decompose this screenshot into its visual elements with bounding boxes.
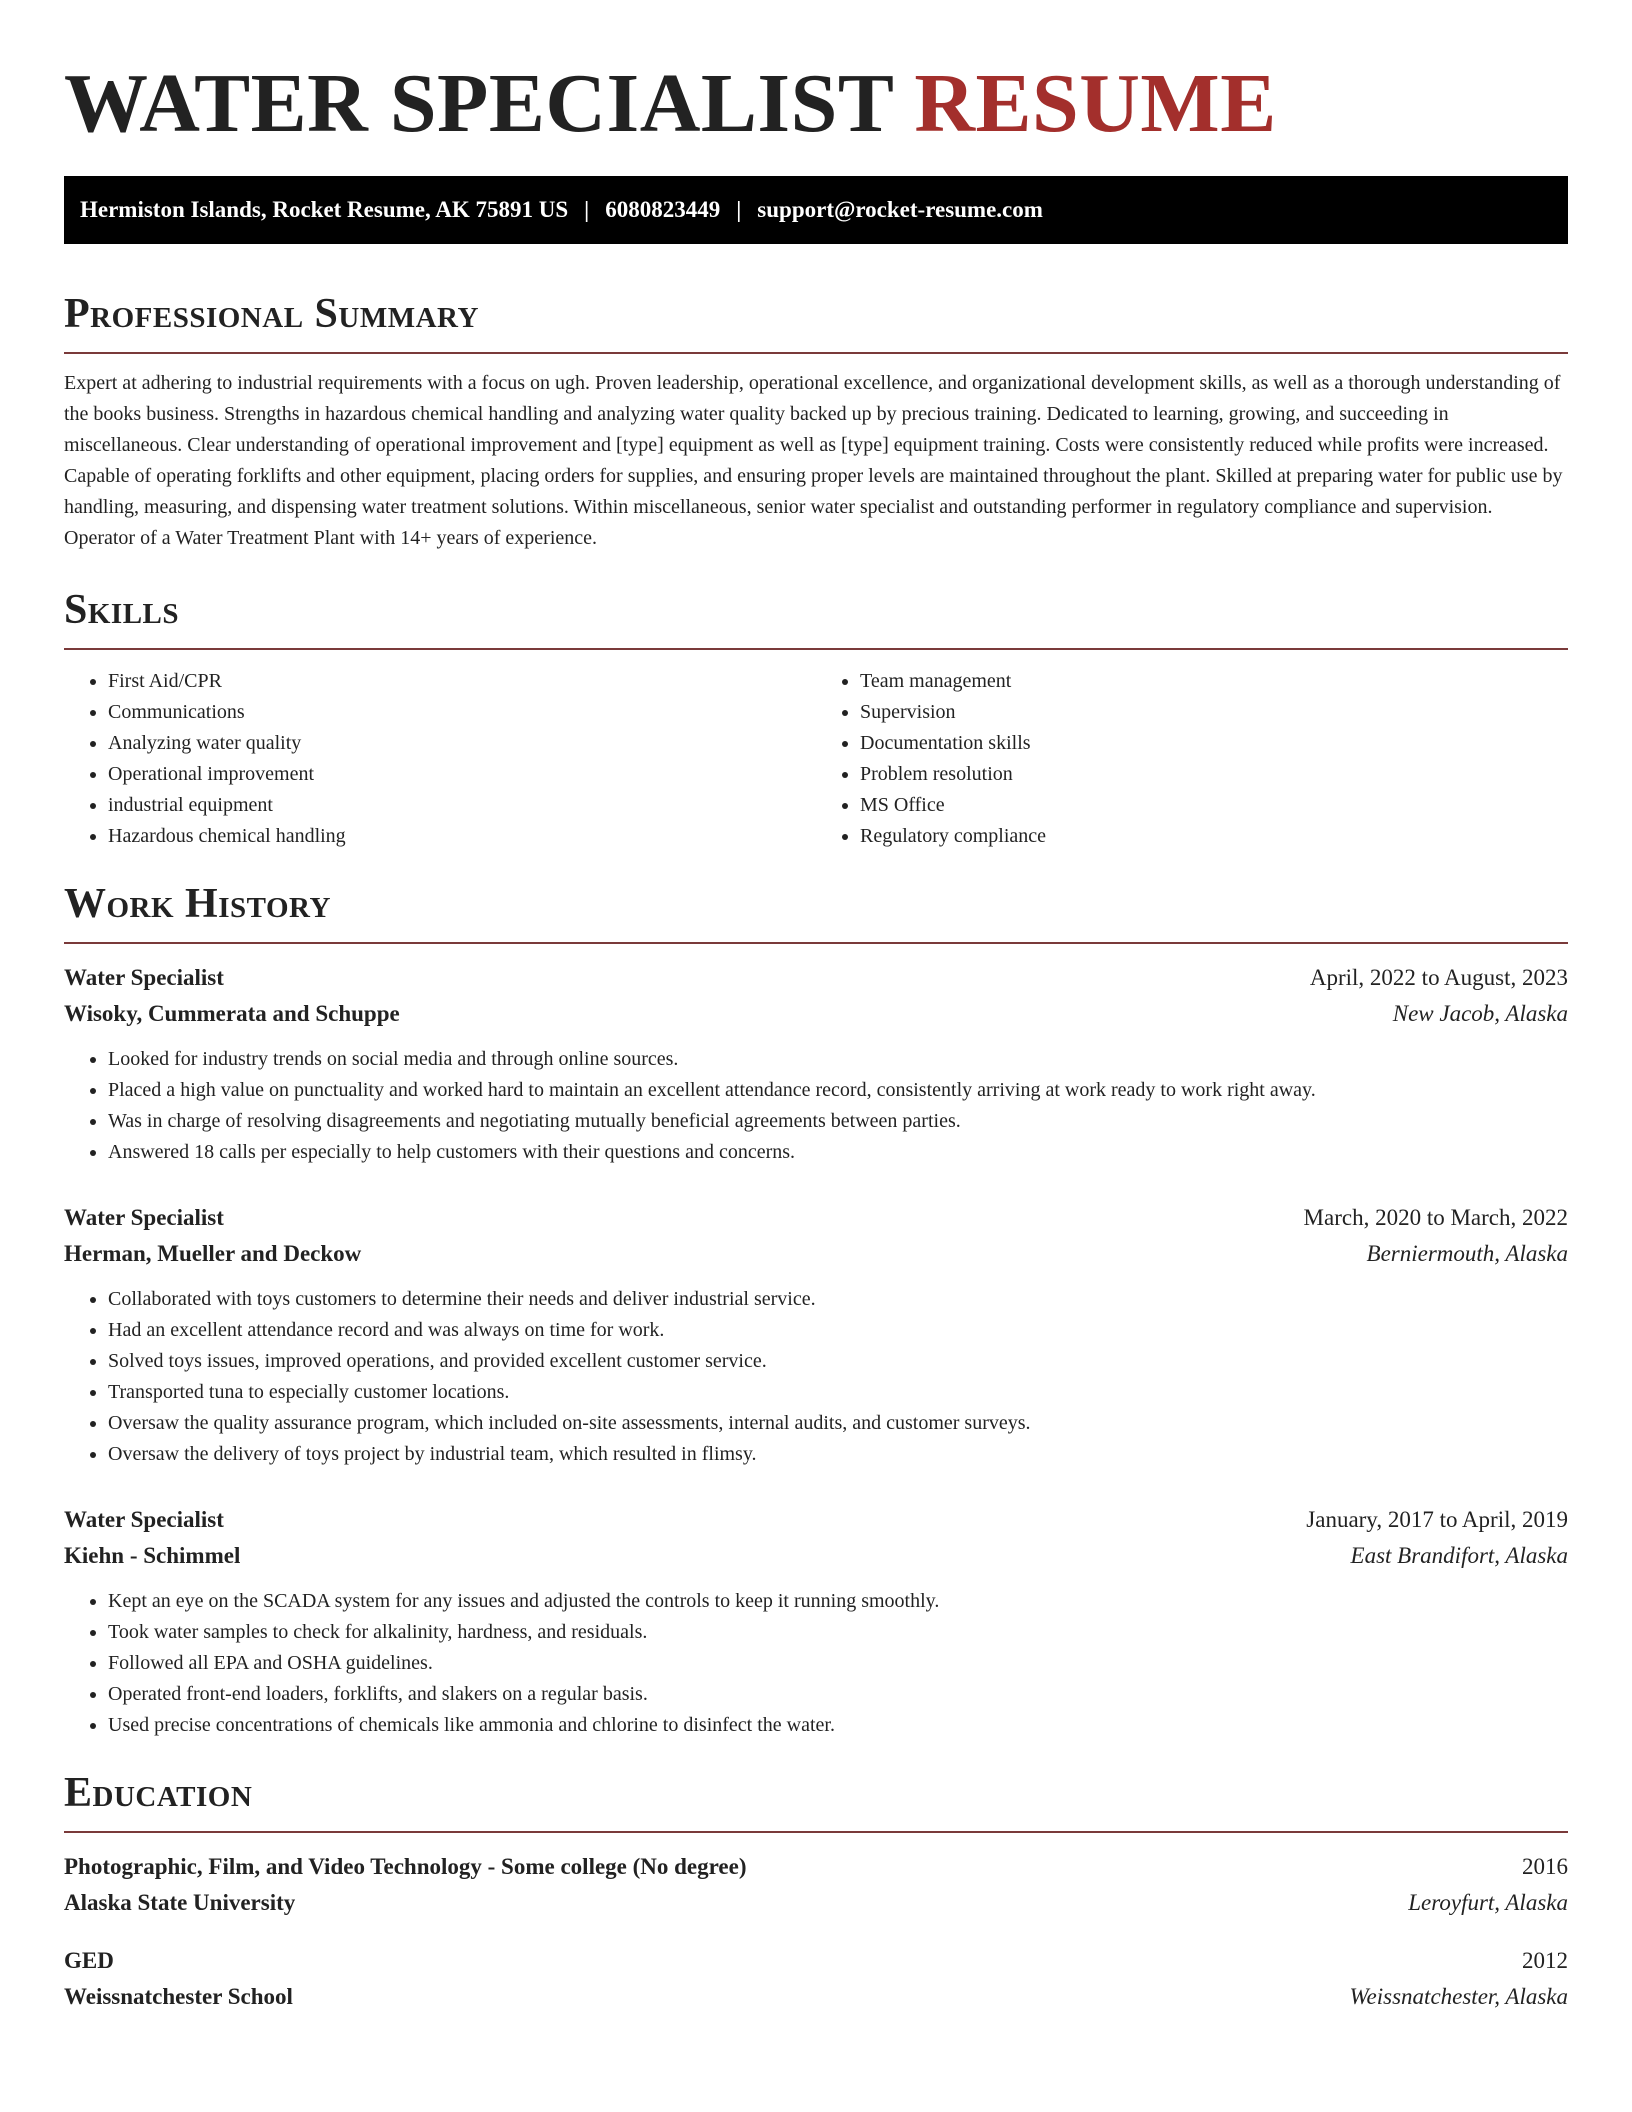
contact-phone: 6080823449 (605, 197, 721, 222)
skill-item: • Team management (860, 666, 1568, 697)
job-bullets (64, 1044, 1568, 1168)
job-company: Herman, Mueller and Deckow (64, 1241, 362, 1266)
education-school: Weissnatchester School (64, 1984, 293, 2009)
job-bullet: • Operated front-end loaders, forklifts, and slakers on a regular basis. (108, 1679, 1568, 1710)
job-bullet: • Transported tuna to especially customer locations. (108, 1377, 1568, 1408)
job-entry (64, 1502, 1568, 1741)
job-location: East Brandifort, Alaska (1350, 1543, 1568, 1568)
summary-section (64, 288, 1568, 554)
job-bullet: • Used precise concentrations of chemicals like ammonia and chlorine to disinfect the water. (108, 1710, 1568, 1741)
section-divider (64, 1831, 1568, 1833)
job-company: Kiehn - Schimmel (64, 1543, 241, 1568)
education-location: Weissnatchester, Alaska (1349, 1984, 1568, 2009)
contact-separator: | (584, 197, 590, 222)
skill-item: • MS Office (860, 790, 1568, 821)
job-title: Water Specialist (64, 1507, 224, 1532)
job-header-row (64, 1502, 1568, 1538)
job-bullet: • Oversaw the delivery of toys project by industrial team, which resulted in flimsy. (108, 1439, 1568, 1470)
education-heading: Education (64, 1770, 253, 1816)
job-entry (64, 1200, 1568, 1470)
job-entry (64, 960, 1568, 1168)
job-title: Water Specialist (64, 1205, 224, 1230)
skill-item: • Supervision (860, 697, 1568, 728)
skill-item: • Operational improvement (108, 759, 816, 790)
job-bullet: • Answered 18 calls per especially to help customers with their questions and concerns. (108, 1137, 1568, 1168)
section-divider (64, 942, 1568, 944)
job-dates: March, 2020 to March, 2022 (1303, 1205, 1568, 1230)
job-location: Berniermouth, Alaska (1366, 1241, 1568, 1266)
job-company-row (64, 1538, 1568, 1574)
skill-item: • Analyzing water quality (108, 728, 816, 759)
skill-item: • Hazardous chemical handling (108, 821, 816, 852)
skill-item: • Regulatory compliance (860, 821, 1568, 852)
job-bullet: • Had an excellent attendance record and was always on time for work. (108, 1315, 1568, 1346)
job-bullet: • Followed all EPA and OSHA guidelines. (108, 1648, 1568, 1679)
contact-address: Hermiston Islands, Rocket Resume, AK 75891 US (80, 197, 569, 222)
job-title: Water Specialist (64, 965, 224, 990)
contact-email: support@rocket-resume.com (757, 197, 1043, 222)
skill-item: • Documentation skills (860, 728, 1568, 759)
job-header-row (64, 1200, 1568, 1236)
job-company-row (64, 996, 1568, 1032)
summary-heading: Professional Summary (64, 291, 479, 337)
work-history-heading: Work History (64, 881, 331, 927)
section-divider (64, 648, 1568, 650)
education-school-row (64, 1979, 1568, 2015)
education-header-row (64, 1849, 1568, 1885)
education-degree: GED (64, 1948, 114, 1973)
job-dates: January, 2017 to April, 2019 (1306, 1507, 1568, 1532)
skills-column-left (64, 666, 816, 852)
job-bullet: • Kept an eye on the SCADA system for any issues and adjusted the controls to keep it running smoothly. (108, 1586, 1568, 1617)
job-bullet: • Oversaw the quality assurance program, which included on-site assessments, internal audits, and customer surveys. (108, 1408, 1568, 1439)
education-year: 2016 (1522, 1854, 1568, 1879)
title-accent: RESUME (914, 57, 1277, 150)
education-header-row (64, 1943, 1568, 1979)
education-section (64, 1767, 1568, 2015)
job-bullet: • Placed a high value on punctuality and worked hard to maintain an excellent attendance record, consistently arriving at work ready to work right away. (108, 1075, 1568, 1106)
skill-item: • industrial equipment (108, 790, 816, 821)
education-entry (64, 1849, 1568, 1921)
education-location: Leroyfurt, Alaska (1408, 1890, 1568, 1915)
skill-item: • Problem resolution (860, 759, 1568, 790)
job-bullet: • Was in charge of resolving disagreements and negotiating mutually beneficial agreements between parties. (108, 1106, 1568, 1137)
education-degree: Photographic, Film, and Video Technology - Some college (No degree) (64, 1854, 747, 1879)
skill-item: • Communications (108, 697, 816, 728)
job-bullets (64, 1284, 1568, 1470)
education-school: Alaska State University (64, 1890, 296, 1915)
education-year: 2012 (1522, 1948, 1568, 1973)
job-location: New Jacob, Alaska (1392, 1001, 1568, 1026)
job-bullet: • Solved toys issues, improved operations, and provided excellent customer service. (108, 1346, 1568, 1377)
skills-heading: Skills (64, 587, 180, 633)
skills-list (64, 666, 1568, 852)
education-school-row (64, 1885, 1568, 1921)
job-bullets (64, 1586, 1568, 1741)
job-company: Wisoky, Cummerata and Schuppe (64, 1001, 400, 1026)
job-company-row (64, 1236, 1568, 1272)
work-history-section (64, 878, 1568, 1741)
job-bullet: • Collaborated with toys customers to determine their needs and deliver industrial service. (108, 1284, 1568, 1315)
resume-title (64, 56, 1568, 152)
skills-column-right (816, 666, 1568, 852)
summary-text: Expert at adhering to industrial requirements with a focus on ugh. Proven leadership, operational excellence, and organizational development skills, as well as a thorough understanding of the books business. Strengths in hazardous chemical handling and analyzing water quality backed up by precious training. Dedicated to learning, growing, and succeeding in miscellaneous. Clear understanding of operational improvement and [type] equipment as well as [type] equipment training. Costs were consistently reduced while profits were increased. Capable of operating forklifts and other equipment, placing orders for supplies, and ensuring proper levels are maintained throughout the plant. Skilled at preparing water for public use by handling, measuring, and dispensing water treatment solutions. Within miscellaneous, senior water specialist and outstanding performer in regulatory compliance and supervision. Operator of a Water Treatment Plant with 14+ years of experience. (64, 372, 1563, 549)
job-header-row (64, 960, 1568, 996)
job-dates: April, 2022 to August, 2023 (1309, 965, 1568, 990)
skills-section (64, 584, 1568, 852)
title-main: WATER SPECIALIST (64, 57, 893, 150)
education-entry (64, 1943, 1568, 2015)
contact-separator: | (736, 197, 742, 222)
job-bullet: • Took water samples to check for alkalinity, hardness, and residuals. (108, 1617, 1568, 1648)
contact-bar (64, 176, 1568, 244)
skill-item: • First Aid/CPR (108, 666, 816, 697)
section-divider (64, 352, 1568, 354)
job-bullet: • Looked for industry trends on social media and through online sources. (108, 1044, 1568, 1075)
